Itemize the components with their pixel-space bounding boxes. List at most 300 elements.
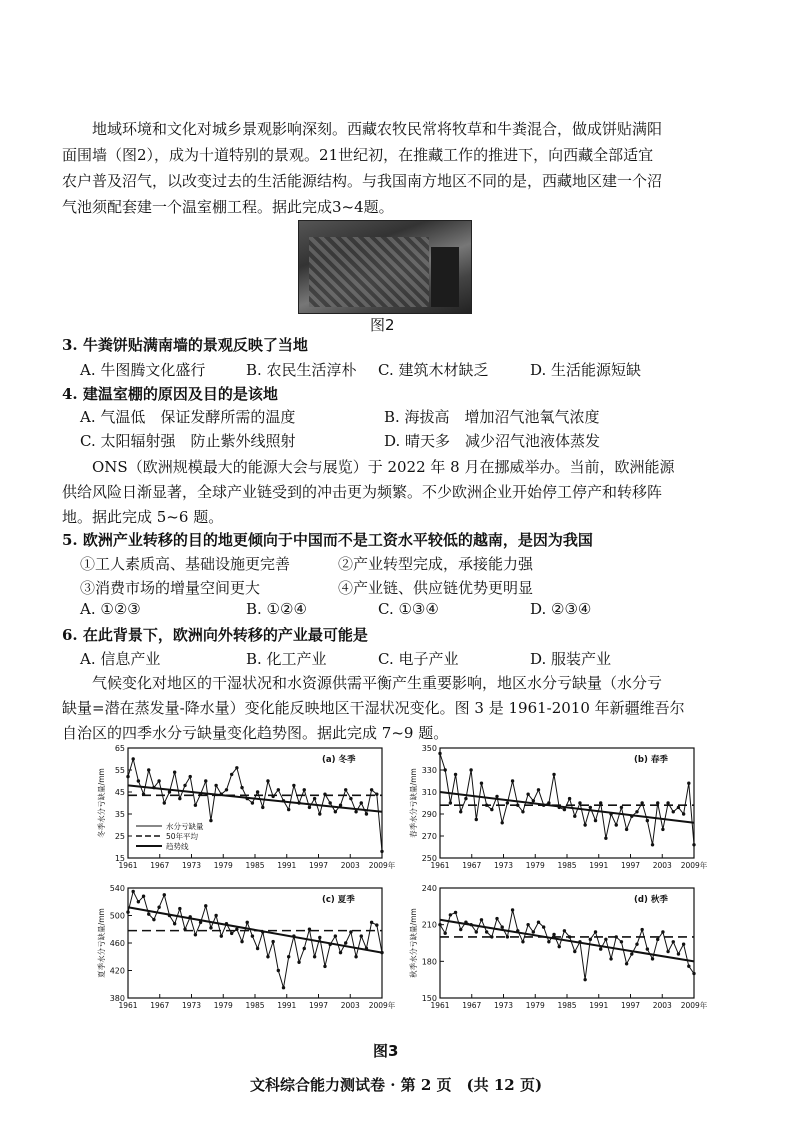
data-point (589, 806, 592, 809)
data-point (521, 810, 524, 813)
q3-option-b: B. 农民生活淳朴 (246, 361, 357, 379)
data-point (604, 837, 607, 840)
q5-option-d: D. ②③④ (530, 600, 592, 618)
x-tick-label: 1961 (118, 861, 138, 870)
data-point (558, 806, 561, 809)
y-tick-label: 55 (114, 766, 125, 775)
intro-line-3: 农户普及沼气，以改变过去的生活能源结构。与我国南方地区不同的是，西藏地区建一个沼 (62, 172, 663, 190)
legend-label: 50年平均 (166, 832, 199, 841)
x-tick-label: 1967 (462, 861, 482, 870)
x-tick-label: 1979 (213, 861, 233, 870)
x-tick-label: 1961 (430, 861, 450, 870)
data-point (454, 773, 457, 776)
figure2-caption: 图2 (370, 316, 395, 334)
data-point (532, 799, 535, 802)
data-point (131, 757, 134, 760)
data-point (349, 797, 352, 800)
data-point (620, 806, 623, 809)
x-tick-label: 2009年 (680, 1001, 708, 1010)
data-point (526, 923, 529, 926)
data-point (464, 797, 467, 800)
data-point (511, 779, 514, 782)
data-point (287, 808, 290, 811)
data-point (677, 952, 680, 955)
data-point (360, 934, 363, 937)
figure2-photo (298, 220, 472, 314)
data-point (682, 812, 685, 815)
data-point (344, 788, 347, 791)
q5-item-2: ②产业转型完成，承接能力强 (338, 555, 534, 573)
q4-option-c: C. 太阳辐射强 防止紫外线照射 (80, 432, 296, 450)
x-tick-label: 1991 (589, 861, 609, 870)
data-point (589, 938, 592, 941)
chart-title: (a) 冬季 (322, 755, 356, 765)
x-tick-label: 1973 (181, 861, 202, 870)
data-point (292, 934, 295, 937)
data-point (277, 788, 280, 791)
data-point (178, 797, 181, 800)
chart-title: (c) 夏季 (322, 895, 355, 905)
y-tick-label: 210 (421, 920, 437, 930)
intro3-line-1: 气候变化对地区的干湿状况和水资源供需平衡产生重要影响，地区水分亏缺量（水分亏 (92, 674, 663, 692)
data-point (672, 810, 675, 813)
x-tick-label: 1997 (620, 1001, 641, 1010)
series-line (440, 910, 694, 980)
data-point (246, 797, 249, 800)
intro2-line-2: 供给风险日渐显著，全球产业链受到的冲击更为频繁。不少欧洲企业开始停工停产和转移阵 (62, 483, 663, 501)
data-point (168, 914, 171, 917)
y-axis-label: 秋季水分亏缺量/mm (409, 908, 418, 978)
data-point (672, 940, 675, 943)
data-point (630, 815, 633, 818)
x-tick-label: 1967 (150, 861, 170, 870)
data-point (573, 950, 576, 953)
data-point (459, 810, 462, 813)
x-tick-label: 1967 (150, 1001, 170, 1010)
data-point (485, 804, 488, 807)
data-point (297, 801, 300, 804)
data-point (328, 801, 331, 804)
data-point (599, 801, 602, 804)
data-point (339, 804, 342, 807)
x-tick-label: 1979 (525, 861, 545, 870)
intro-line-4: 气池须配套建一个温室棚工程。据此完成3~4题。 (62, 198, 394, 216)
q5-item-4: ④产业链、供应链优势更明显 (338, 579, 534, 597)
data-point (563, 808, 566, 811)
y-tick-label: 35 (114, 810, 125, 819)
x-tick-label: 1991 (277, 861, 297, 870)
data-point (303, 947, 306, 950)
chart-spring (404, 740, 708, 878)
data-point (630, 952, 633, 955)
x-tick-label: 1961 (118, 1001, 138, 1010)
data-point (178, 907, 181, 910)
q6-option-d: D. 服装产业 (530, 650, 612, 668)
data-point (235, 766, 238, 769)
data-point (438, 752, 441, 755)
data-point (261, 930, 264, 933)
data-point (552, 933, 555, 936)
data-point (568, 935, 571, 938)
data-point (604, 938, 607, 941)
data-point (573, 815, 576, 818)
y-tick-label: 380 (109, 994, 125, 1003)
x-tick-label: 1985 (245, 1001, 265, 1010)
data-point (521, 940, 524, 943)
data-point (542, 804, 545, 807)
data-point (225, 922, 228, 925)
data-point (137, 779, 140, 782)
data-point (490, 935, 493, 938)
data-point (199, 921, 202, 924)
intro-line-2: 面围墙（图2），成为十道特别的景观。21世纪初，在推藏工作的推进下，向西藏全部适宜 (62, 146, 654, 164)
data-point (454, 911, 457, 914)
data-point (157, 779, 160, 782)
data-point (131, 890, 134, 893)
data-point (475, 818, 478, 821)
data-point (495, 795, 498, 798)
x-tick-label: 1985 (245, 861, 265, 870)
data-point (147, 768, 150, 771)
data-point (225, 788, 228, 791)
data-point (651, 843, 654, 846)
data-point (189, 915, 192, 918)
data-point (656, 938, 659, 941)
data-point (661, 930, 664, 933)
data-point (318, 936, 321, 939)
x-tick-label: 1997 (308, 861, 329, 870)
trend-line (440, 920, 694, 962)
x-tick-label: 2003 (652, 861, 672, 870)
x-tick-label: 2003 (340, 1001, 360, 1010)
y-tick-label: 150 (421, 994, 437, 1003)
q4-option-d: D. 晴天多 减少沼气池液体蒸发 (384, 432, 601, 450)
data-point (308, 928, 311, 931)
data-point (480, 782, 483, 785)
data-point (620, 940, 623, 943)
q5-option-c: C. ①③④ (378, 600, 439, 618)
data-point (313, 955, 316, 958)
data-point (552, 773, 555, 776)
data-point (157, 906, 160, 909)
data-point (256, 947, 259, 950)
data-point (163, 893, 166, 896)
intro3-line-3: 自治区的四季水分亏缺量变化趋势图。据此完成 7~9 题。 (62, 724, 449, 742)
x-tick-label: 1985 (557, 1001, 577, 1010)
data-point (475, 930, 478, 933)
data-point (271, 940, 274, 943)
intro3-line-2: 缺量=潜在蒸发量-降水量）变化能反映地区干湿状况变化。图 3 是 1961-2010 年新疆维吾尔 (62, 699, 685, 717)
data-point (168, 790, 171, 793)
data-point (277, 969, 280, 972)
x-tick-label: 1997 (308, 1001, 329, 1010)
data-point (646, 947, 649, 950)
data-point (501, 821, 504, 824)
q3-option-d: D. 生活能源短缺 (530, 361, 642, 379)
data-point (635, 810, 638, 813)
data-point (640, 928, 643, 931)
data-point (194, 933, 197, 936)
data-point (214, 784, 217, 787)
data-point (375, 793, 378, 796)
data-point (365, 947, 368, 950)
x-tick-label: 1991 (277, 1001, 297, 1010)
data-point (609, 812, 612, 815)
data-point (547, 801, 550, 804)
data-point (625, 962, 628, 965)
q6-option-b: B. 化工产业 (246, 650, 327, 668)
data-point (443, 932, 446, 935)
data-point (204, 779, 207, 782)
y-tick-label: 290 (421, 810, 437, 819)
series-line (440, 754, 694, 845)
data-point (677, 806, 680, 809)
chart-summer (92, 880, 396, 1018)
data-point (594, 819, 597, 822)
data-point (558, 945, 561, 948)
data-point (282, 986, 285, 989)
x-tick-label: 1991 (589, 1001, 609, 1010)
intro2-line-1: ONS（欧洲规模最大的能源大会与展览）于 2022 年 8 月在挪威举办。当前，欧洲能源 (92, 458, 675, 476)
legend-label: 水分亏缺量 (166, 822, 204, 831)
data-point (230, 773, 233, 776)
data-point (271, 795, 274, 798)
data-point (480, 918, 483, 921)
data-point (666, 801, 669, 804)
x-tick-label: 1973 (181, 1001, 202, 1010)
x-tick-label: 1961 (430, 1001, 450, 1010)
data-point (651, 957, 654, 960)
data-point (137, 900, 140, 903)
chart-winter (92, 740, 396, 878)
data-point (692, 843, 695, 846)
data-point (189, 775, 192, 778)
data-point (142, 895, 145, 898)
data-point (542, 925, 545, 928)
data-point (173, 771, 176, 774)
data-point (256, 790, 259, 793)
q3-option-c: C. 建筑木材缺乏 (378, 361, 489, 379)
y-tick-label: 65 (114, 744, 125, 753)
data-point (126, 910, 129, 913)
y-tick-label: 270 (421, 832, 437, 841)
x-tick-label: 2009年 (368, 1001, 396, 1010)
q6-option-a: A. 信息产业 (80, 650, 161, 668)
data-point (339, 951, 342, 954)
chart-autumn (404, 880, 708, 1018)
data-point (687, 782, 690, 785)
data-point (308, 806, 311, 809)
data-point (183, 784, 186, 787)
data-point (692, 972, 695, 975)
data-point (183, 928, 186, 931)
data-point (349, 930, 352, 933)
data-point (380, 951, 383, 954)
data-point (240, 786, 243, 789)
q4-option-a: A. 气温低 保证发酵所需的温度 (80, 408, 296, 426)
data-point (142, 793, 145, 796)
data-point (209, 926, 212, 929)
data-point (328, 943, 331, 946)
data-point (318, 812, 321, 815)
x-tick-label: 1985 (557, 861, 577, 870)
data-point (152, 786, 155, 789)
data-point (449, 913, 452, 916)
y-tick-label: 15 (114, 854, 125, 863)
data-point (287, 955, 290, 958)
data-point (354, 810, 357, 813)
series-line (128, 891, 382, 987)
q5-option-b: B. ①②④ (246, 600, 307, 618)
q3-option-a: A. 牛图腾文化盛行 (80, 361, 206, 379)
data-point (615, 823, 618, 826)
x-tick-label: 2009年 (680, 861, 708, 870)
q6-stem: 6. 在此背景下，欧洲向外转移的产业最可能是 (62, 626, 368, 644)
y-tick-label: 250 (421, 854, 437, 863)
data-point (251, 801, 254, 804)
y-tick-label: 350 (421, 744, 437, 753)
data-point (370, 921, 373, 924)
data-point (506, 935, 509, 938)
x-tick-label: 2009年 (368, 861, 396, 870)
x-tick-label: 1997 (620, 861, 641, 870)
q5-item-1: ①工人素质高、基础设施更完善 (80, 555, 291, 573)
data-point (449, 801, 452, 804)
data-point (511, 908, 514, 911)
data-point (214, 914, 217, 917)
data-point (547, 940, 550, 943)
legend-label: 趋势线 (166, 842, 189, 851)
data-point (334, 810, 337, 813)
data-point (323, 793, 326, 796)
y-axis-label: 春季水分亏缺量/mm (409, 768, 418, 838)
data-point (152, 918, 155, 921)
q3-stem: 3. 牛粪饼贴满南墙的景观反映了当地 (62, 336, 308, 354)
data-point (230, 932, 233, 935)
data-point (282, 799, 285, 802)
data-point (365, 812, 368, 815)
y-axis-label: 冬季水分亏缺量/mm (97, 768, 106, 838)
x-tick-label: 2003 (652, 1001, 672, 1010)
data-point (163, 801, 166, 804)
data-point (609, 957, 612, 960)
y-tick-label: 45 (114, 788, 125, 797)
y-tick-label: 420 (109, 966, 125, 976)
data-point (635, 943, 638, 946)
data-point (469, 768, 472, 771)
q4-option-b: B. 海拔高 增加沼气池氧气浓度 (384, 408, 600, 426)
data-point (194, 804, 197, 807)
data-point (485, 930, 488, 933)
data-point (303, 788, 306, 791)
data-point (126, 775, 129, 778)
data-point (266, 779, 269, 782)
data-point (370, 788, 373, 791)
data-point (464, 921, 467, 924)
data-point (199, 793, 202, 796)
data-point (375, 923, 378, 926)
y-tick-label: 460 (109, 939, 125, 948)
data-point (266, 955, 269, 958)
y-tick-label: 180 (421, 957, 437, 967)
data-point (646, 819, 649, 822)
data-point (251, 934, 254, 937)
data-point (682, 943, 685, 946)
data-point (240, 940, 243, 943)
y-tick-label: 310 (421, 788, 437, 797)
x-tick-label: 1979 (213, 1001, 233, 1010)
data-point (526, 793, 529, 796)
y-tick-label: 540 (109, 884, 125, 893)
y-tick-label: 240 (421, 884, 437, 893)
x-tick-label: 1973 (493, 1001, 514, 1010)
data-point (563, 929, 566, 932)
data-point (501, 925, 504, 928)
x-tick-label: 1973 (493, 861, 514, 870)
intro-line-1: 地域环境和文化对城乡景观影响深刻。西藏农牧民常将牧草和牛粪混合，做成饼贴满阳 (92, 120, 663, 138)
data-point (313, 797, 316, 800)
data-point (297, 961, 300, 964)
data-point (204, 904, 207, 907)
data-point (625, 828, 628, 831)
x-tick-label: 1967 (462, 1001, 482, 1010)
data-point (640, 801, 643, 804)
data-point (516, 929, 519, 932)
data-point (220, 793, 223, 796)
data-point (495, 917, 498, 920)
q5-option-a: A. ①②③ (80, 600, 141, 618)
figure3-caption: 图3 (373, 1042, 399, 1060)
data-point (532, 930, 535, 933)
data-point (438, 923, 441, 926)
data-point (661, 828, 664, 831)
data-point (583, 978, 586, 981)
data-point (687, 965, 690, 968)
data-point (380, 850, 383, 853)
data-point (615, 935, 618, 938)
data-point (537, 921, 540, 924)
intro2-line-3: 地。据此完成 5~6 题。 (62, 508, 224, 526)
data-point (334, 934, 337, 937)
data-point (568, 797, 571, 800)
y-tick-label: 500 (109, 911, 125, 921)
y-axis-label: 夏季水分亏缺量/mm (97, 908, 106, 978)
data-point (459, 928, 462, 931)
q5-item-3: ③消费市场的增量空间更大 (80, 579, 261, 597)
data-point (261, 806, 264, 809)
data-point (490, 808, 493, 811)
q4-stem: 4. 建温室棚的原因及目的是该地 (62, 385, 278, 403)
data-point (344, 941, 347, 944)
data-point (469, 923, 472, 926)
chart-title: (b) 春季 (634, 755, 668, 765)
x-tick-label: 1979 (525, 1001, 545, 1010)
data-point (173, 922, 176, 925)
data-point (578, 940, 581, 943)
data-point (599, 947, 602, 950)
y-tick-label: 330 (421, 766, 437, 775)
data-point (354, 955, 357, 958)
data-point (578, 801, 581, 804)
chart-title: (d) 秋季 (634, 895, 668, 905)
data-point (246, 921, 249, 924)
x-tick-label: 2003 (340, 861, 360, 870)
data-point (656, 801, 659, 804)
data-point (537, 788, 540, 791)
data-point (516, 804, 519, 807)
data-point (323, 965, 326, 968)
data-point (506, 801, 509, 804)
